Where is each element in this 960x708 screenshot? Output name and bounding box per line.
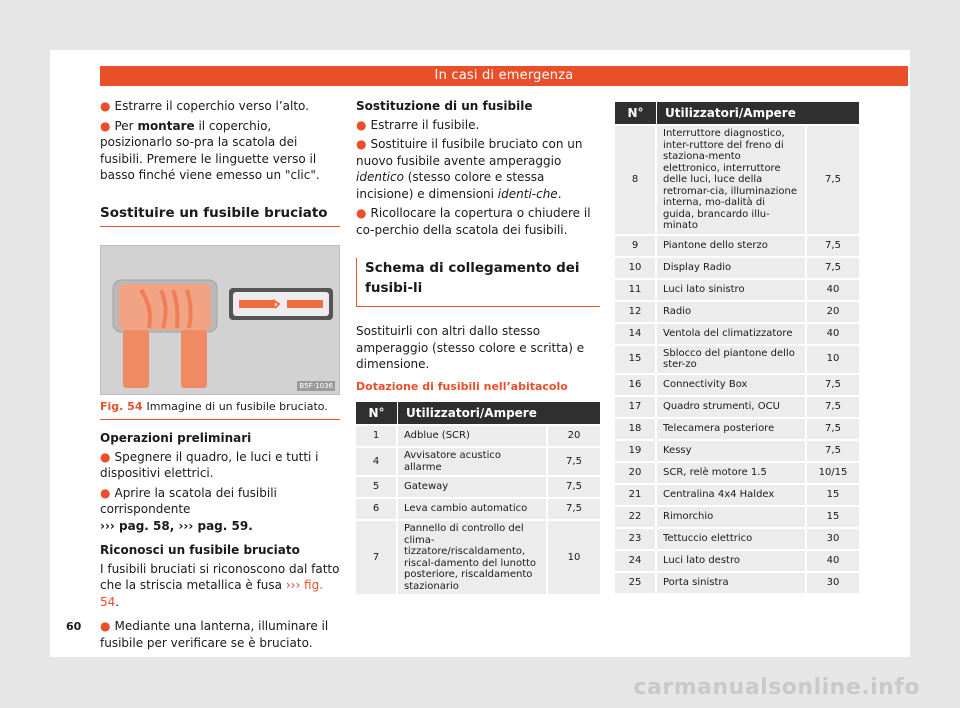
ampere-cell: 10 (548, 521, 600, 594)
bullet-icon: ● (100, 449, 111, 464)
consumer-cell: Ventola del climatizzatore (657, 324, 807, 344)
fuse-number-cell: 15 (615, 346, 657, 373)
table-row (615, 346, 859, 373)
fuse-number-cell: 19 (615, 441, 657, 461)
fuse-number-cell: 12 (615, 302, 657, 322)
consumer-cell: Connectivity Box (657, 375, 807, 395)
column-right (615, 100, 859, 595)
table-header-row (615, 102, 859, 124)
fuse-number-cell: 10 (615, 258, 657, 278)
fuse-number-cell: 24 (615, 551, 657, 571)
bullet-icon: ● (356, 117, 367, 132)
fuse-number-cell: 11 (615, 280, 657, 300)
fuse-number-cell: 16 (615, 375, 657, 395)
fuse-number-cell: 25 (615, 573, 657, 593)
consumer-cell: Pannello di controllo del clima-tizzatore/riscaldamento, riscal-damento del lunotto posteriore, riscaldamento stazionario (398, 521, 548, 594)
table-row (356, 426, 600, 446)
ampere-cell: 10/15 (807, 463, 859, 483)
section-header: In casi di emergenza (100, 66, 908, 86)
column-header-number: N° (615, 102, 657, 124)
ampere-cell: 7,5 (807, 397, 859, 417)
table-row (615, 551, 859, 571)
table-row (615, 485, 859, 505)
consumer-cell: Display Radio (657, 258, 807, 278)
fuse-number-cell: 7 (356, 521, 398, 594)
fuse-number-cell: 5 (356, 477, 398, 497)
consumer-cell: Leva cambio automatico (398, 499, 548, 519)
step-extract-fuse: ● Estrarre il fusibile. (356, 117, 480, 132)
step-flashlight: ● Mediante una lanterna, illuminare il fusibile per verificare se è bruciato. (100, 619, 329, 650)
fuse-number-cell: 6 (356, 499, 398, 519)
ampere-cell: 20 (548, 426, 600, 446)
table-row (615, 375, 859, 395)
step-replace-fuse: ● Sostituire il fusibile bruciato con un nuovo fusibile avente amperaggio identico (stesso colore e stessa incisione) e dimensioni identi-che. (356, 137, 583, 201)
fuse-number-cell: 21 (615, 485, 657, 505)
table-row (356, 477, 600, 497)
table-row (615, 529, 859, 549)
fuse-table-part2 (615, 100, 859, 595)
fuse-table-part1 (356, 400, 600, 596)
table-row (615, 573, 859, 593)
table-row (356, 448, 600, 475)
consumer-cell: Tettuccio elettrico (657, 529, 807, 549)
fuse-number-cell: 4 (356, 448, 398, 475)
ampere-cell: 30 (807, 573, 859, 593)
fuse-number-cell: 20 (615, 463, 657, 483)
ampere-cell: 10 (807, 346, 859, 373)
table-row (615, 441, 859, 461)
heading-fuse-diagram: Schema di collegamento dei fusibi-li (356, 258, 600, 307)
blown-fuse-illustration (101, 246, 339, 394)
ampere-cell: 7,5 (807, 126, 859, 234)
page-reference-link[interactable]: ››› pag. 58, ››› pag. 59. (100, 518, 253, 533)
column-header-consumers: Utilizzatori/Ampere (398, 402, 600, 424)
ampere-cell: 7,5 (807, 419, 859, 439)
table-row (615, 419, 859, 439)
page-number: 60 (66, 620, 82, 633)
bullet-icon: ● (356, 137, 367, 151)
heading-replace-fuse: Sostituire un fusibile bruciato (100, 204, 340, 227)
table-row (615, 126, 859, 234)
step-mount-cover: ● Per montare il coperchio, posizionarlo so-pra la scatola dei fusibili. Premere le linguette verso il basso finché viene emesso un "clic". (100, 118, 320, 182)
ampere-cell: 40 (807, 280, 859, 300)
bullet-icon: ● (100, 99, 111, 113)
table-row (615, 463, 859, 483)
table-title: Dotazione di fusibili nell’abitacolo (356, 379, 568, 393)
ampere-cell: 15 (807, 507, 859, 527)
fuse-number-cell: 23 (615, 529, 657, 549)
ampere-cell: 15 (807, 485, 859, 505)
ampere-cell: 30 (807, 529, 859, 549)
fuse-number-cell: 18 (615, 419, 657, 439)
manual-page (50, 50, 910, 657)
table-row (356, 521, 600, 594)
fuse-number-cell: 1 (356, 426, 398, 446)
fuse-number-cell: 17 (615, 397, 657, 417)
step-remove-cover: ● Estrarre il coperchio verso l’alto. (100, 99, 309, 113)
fuse-number-cell: 22 (615, 507, 657, 527)
subheading-preliminary: Operazioni preliminari (100, 431, 252, 445)
consumer-cell: Rimorchio (657, 507, 807, 527)
subheading-replacement: Sostituzione di un fusibile (356, 99, 533, 113)
consumer-cell: Porta sinistra (657, 573, 807, 593)
figure-reference-link[interactable]: ››› fig. 54 (100, 578, 324, 609)
step-open-box: ● Aprire la scatola dei fusibili corrispondente ››› pag. 58, ››› pag. 59. (100, 485, 277, 533)
recognize-text: I fusibili bruciati si riconoscono dal fatto che la striscia metallica è fusa ››› fig. 54. (100, 561, 340, 609)
bullet-icon: ● (100, 619, 111, 633)
consumer-cell: Interruttore diagnostico, inter-ruttore del freno di staziona-mento elettronico, interruttore delle luci, luce della retromar-cia, illuminazione interna, mo-dalità di guida, brancardo illu-minato (657, 126, 807, 234)
figure-code: B5F-1036 (299, 381, 333, 390)
consumer-cell: Gateway (398, 477, 548, 497)
ampere-cell: 7,5 (548, 499, 600, 519)
watermark: carmanualsonline.info (633, 675, 920, 700)
consumer-cell: Avvisatore acustico allarme (398, 448, 548, 475)
subheading-recognize: Riconosci un fusibile bruciato (100, 543, 300, 557)
ampere-cell: 7,5 (807, 441, 859, 461)
consumer-cell: Piantone dello sterzo (657, 236, 807, 256)
column-header-number: N° (356, 402, 398, 424)
bullet-icon: ● (100, 118, 111, 133)
fuse-number-cell: 8 (615, 126, 657, 234)
fuse-number-cell: 9 (615, 236, 657, 256)
ampere-cell: 7,5 (807, 236, 859, 256)
step-switch-off: ● Spegnere il quadro, le luci e tutti i dispositivi elettrici. (100, 449, 319, 480)
ampere-cell: 40 (807, 324, 859, 344)
consumer-cell: Centralina 4x4 Haldex (657, 485, 807, 505)
ampere-cell: 7,5 (807, 258, 859, 278)
table-row (615, 507, 859, 527)
fuse-number-cell: 14 (615, 324, 657, 344)
column-middle (356, 98, 600, 596)
table-row (615, 236, 859, 256)
table-row (615, 258, 859, 278)
consumer-cell: Adblue (SCR) (398, 426, 548, 446)
consumer-cell: Sblocco del piantone dello ster-zo (657, 346, 807, 373)
consumer-cell: Radio (657, 302, 807, 322)
consumer-cell: Quadro strumenti, OCU (657, 397, 807, 417)
column-header-consumers: Utilizzatori/Ampere (657, 102, 859, 124)
ampere-cell: 40 (807, 551, 859, 571)
consumer-cell: Telecamera posteriore (657, 419, 807, 439)
table-row (615, 397, 859, 417)
bullet-icon: ● (356, 206, 367, 220)
diagram-intro: Sostituirli con altri dallo stesso amperaggio (stesso colore e scritta) e dimensione. (356, 324, 585, 371)
ampere-cell: 20 (807, 302, 859, 322)
fuse-figure (100, 245, 340, 395)
table-row (615, 302, 859, 322)
table-row (356, 499, 600, 519)
table-header-row (356, 402, 600, 424)
figure-caption: Fig. 54 Immagine di un fusibile bruciato. (100, 399, 340, 421)
consumer-cell: Luci lato sinistro (657, 280, 807, 300)
table-row (615, 324, 859, 344)
column-left (100, 98, 340, 654)
consumer-cell: SCR, relè motore 1.5 (657, 463, 807, 483)
ampere-cell: 7,5 (548, 448, 600, 475)
ampere-cell: 7,5 (548, 477, 600, 497)
ampere-cell: 7,5 (807, 375, 859, 395)
step-close-cover: ● Ricollocare la copertura o chiudere il co-perchio della scatola dei fusibili. (356, 206, 591, 237)
consumer-cell: Luci lato destro (657, 551, 807, 571)
consumer-cell: Kessy (657, 441, 807, 461)
bullet-icon: ● (100, 485, 111, 500)
table-row (615, 280, 859, 300)
